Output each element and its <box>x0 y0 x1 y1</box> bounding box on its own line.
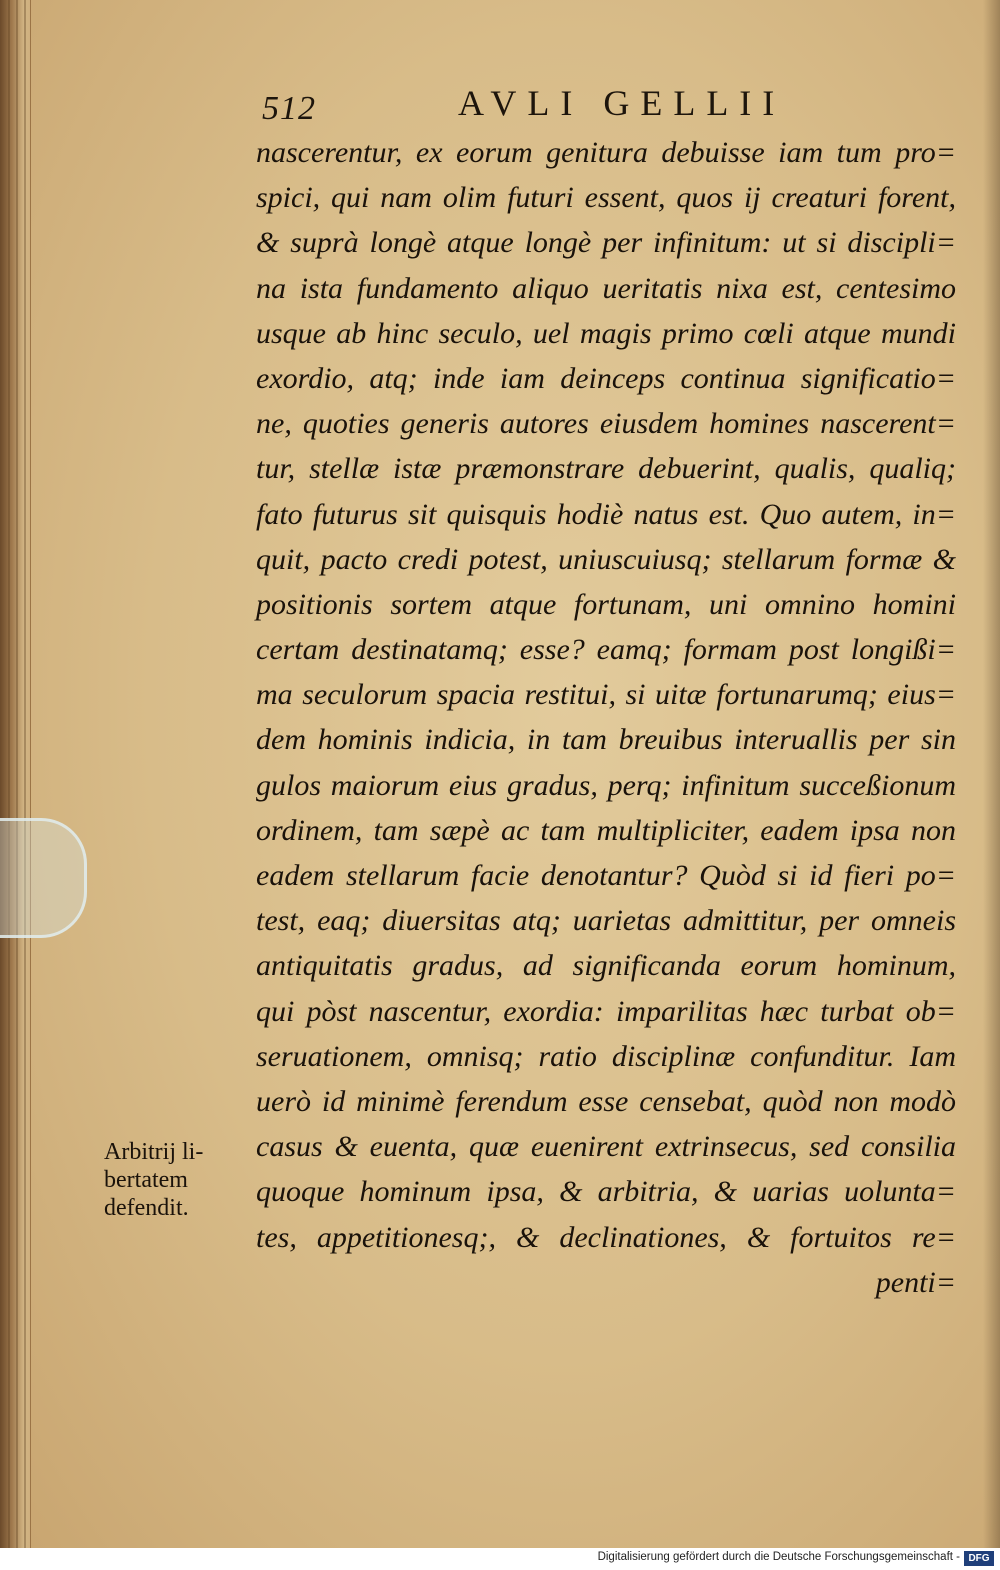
body-text <box>256 130 956 1305</box>
marginal-note-line: Arbitrij li- <box>104 1139 204 1165</box>
page-clip <box>0 818 87 938</box>
text-line: qui pòst nascentur, exordia: imparilitas hæc turbat ob= <box>256 994 956 1028</box>
catchword: penti= <box>875 1265 956 1299</box>
text-line: seruationem, omnisq; ratio disciplinæ confunditur. Iam <box>256 1039 956 1073</box>
funding-credit: Digitalisierung gefördert durch die Deutsche Forschungsgemeinschaft - <box>597 1551 960 1563</box>
text-line: certam destinatamq; esse? eamq; formam post longißi= <box>256 633 956 667</box>
text-line: quoque hominum ipsa, & arbitria, & uarias uolunta= <box>256 1175 956 1209</box>
text-line: quit, pacto credi potest, uniuscuiusq; stellarum formæ & <box>256 542 956 576</box>
text-line: fato futurus sit quisquis hodiè natus est. Quo autem, in= <box>256 497 956 531</box>
text-line: nascerentur, ex eorum genitura debuisse iam tum pro= <box>256 136 956 169</box>
text-line: tur, stellæ istæ præmonstrare debuerint, qualis, qualiq; <box>256 452 956 486</box>
page-header <box>262 82 802 128</box>
text-line: tes, appetitionesq;, & declinationes, & fortuitos re= <box>256 1220 956 1254</box>
text-line: test, eaq; diuersitas atq; uarietas admittitur, per omneis <box>256 904 956 938</box>
text-line: exordio, atq; inde iam deinceps continua significatio= <box>256 361 956 395</box>
text-line: uerò id minimè ferendum esse censebat, quòd non modò <box>256 1084 956 1118</box>
marginal-note-line: bertatem <box>104 1167 188 1193</box>
dfg-logo: DFG <box>964 1551 994 1566</box>
spine-shadow <box>983 0 1000 1548</box>
text-line: spici, qui nam olim futuri essent, quos ij creaturi forent, <box>256 181 956 215</box>
running-title: AVLI GELLII <box>458 83 786 123</box>
page-number: 512 <box>262 90 316 127</box>
text-line: & suprà longè atque longè per infinitum: ut si discipli= <box>256 226 956 260</box>
text-line: usque ab hinc seculo, uel magis primo cœli atque mundi <box>256 316 956 350</box>
text-line: gulos maiorum eius gradus, perq; infinitum succeßionum <box>256 768 956 802</box>
marginal-note-line: defendit. <box>104 1195 189 1221</box>
text-line: ne, quoties generis autores eiusdem homines nascerent= <box>256 407 956 441</box>
text-line: casus & euenta, quæ euenirent extrinsecus, sed consilia <box>256 1130 956 1164</box>
text-line: na ista fundamento aliquo ueritatis nixa est, centesimo <box>256 271 956 305</box>
text-line: ordinem, tam sæpè ac tam multipliciter, eadem ipsa non <box>256 813 956 847</box>
text-line: eadem stellarum facie denotantur? Quòd si id fieri po= <box>256 859 956 892</box>
text-line: antiquitatis gradus, ad significanda eorum hominum, <box>256 949 956 983</box>
footer-strip <box>0 1548 1000 1570</box>
text-line: positionis sortem atque fortunam, uni omnino homini <box>256 587 956 621</box>
text-line: ma seculorum spacia restitui, si uitæ fortunarumq; eius= <box>256 678 956 712</box>
marginal-note <box>104 1138 256 1222</box>
text-line: dem hominis indicia, in tam breuibus interuallis per sin <box>256 723 956 757</box>
